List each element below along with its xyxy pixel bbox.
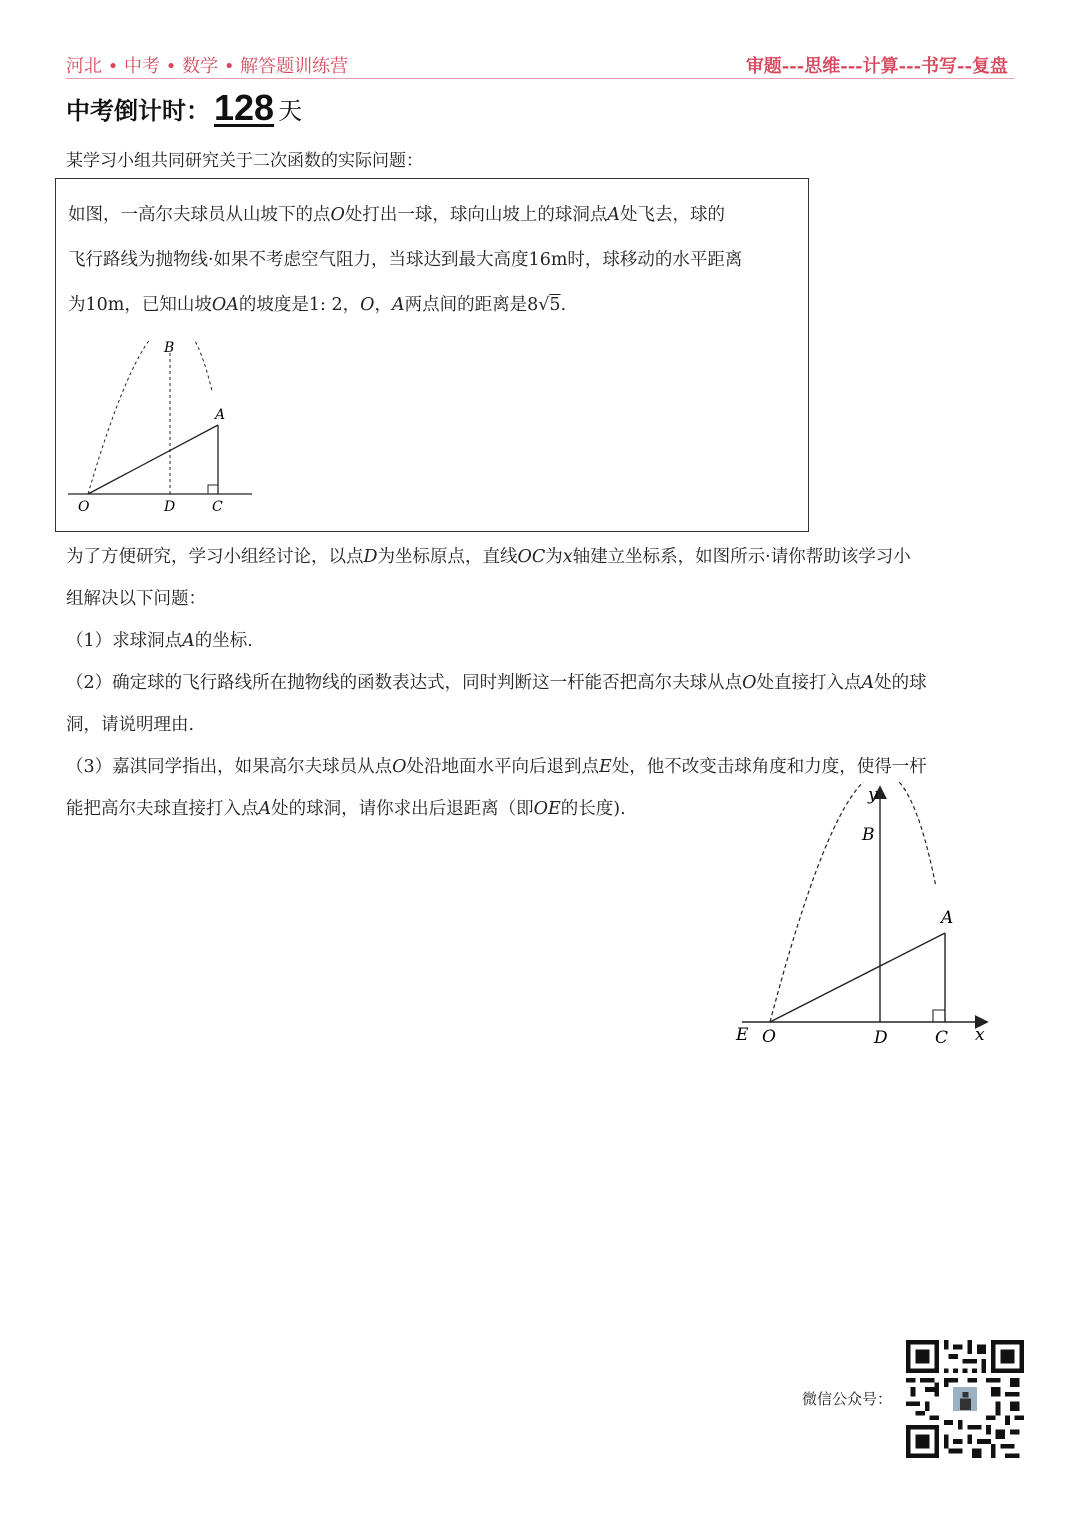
problem-line-2: 飞行路线为抛物线·如果不考虑空气阻力，当球达到最大高度16m时，球移动的水平距离 [68,250,743,270]
problem-line-3: 为10m，已知山坡OA的坡度是1: 2，O，A两点间的距离是8√5. [68,295,567,315]
question-2: （2）确定球的飞行路线所在抛物线的函数表达式，同时判断这一杆能否把高尔夫球从点O处直接打入点A处的球 洞，请说明理由. [66,673,927,735]
setup-paragraph: 为了方便研究，学习小组经讨论，以点D为坐标原点，直线OC为x轴建立坐标系，如图所示·请你帮助该学习小 组解决以下问题： [66,547,911,609]
question-1: （1）求球洞点A的坐标. [66,631,253,651]
sqrt-sign: √ [538,295,550,315]
header-motto: 审题---思维---计算---书写--复盘 [745,56,1008,77]
problem-statement [68,193,798,328]
slope-line-OA [88,425,218,494]
problem-line-1: 如图，一高尔夫球员从山坡下的点O处打出一球，球向山坡上的球洞点A处飞去，球的 [68,205,725,225]
header-divider [66,78,1014,79]
label-y: y [868,785,878,805]
countdown-unit: 天 [278,97,303,125]
countdown-label: 中考倒计时： [66,96,210,125]
label-D: D [164,499,176,515]
qr-code[interactable] [906,1340,1024,1458]
slope-line-OA [770,933,945,1022]
right-angle-mark [208,485,218,494]
label-A: A [215,407,226,423]
distance-coefficient: 8 [527,295,539,315]
countdown [66,87,303,128]
problem-box [55,178,809,532]
question-3: （3）嘉淇同学指出，如果高尔夫球员从点O处沿地面水平向后退到点E处，他不改变击球角度和力度，使得一杆 能把高尔夫球直接打入点A处的球洞，请你求出后退距离（即OE的长度). [66,757,927,819]
label-A: A [941,908,954,928]
label-C: C [212,499,223,515]
header-series-title: 河北 • 中考 • 数学 • 解答题训练营 [66,56,349,77]
label-O: O [78,499,90,515]
parabola-path [770,782,936,1022]
parabola-path [88,339,212,494]
countdown-days: 128 [214,87,275,128]
coordinate-diagram [728,782,1008,1052]
intro-text: 某学习小组共同研究关于二次函数的实际问题： [66,151,423,171]
label-D: D [874,1028,888,1048]
label-E: E [736,1025,749,1045]
label-x: x [975,1025,985,1045]
label-B: B [164,340,175,356]
distance-radicand: 5 [549,295,561,315]
slope-diagram [62,339,322,519]
label-O: O [762,1027,776,1047]
right-angle-mark [933,1010,945,1022]
label-C: C [935,1028,949,1048]
label-B: B [862,825,875,845]
wechat-label: 微信公众号： [802,1390,893,1408]
